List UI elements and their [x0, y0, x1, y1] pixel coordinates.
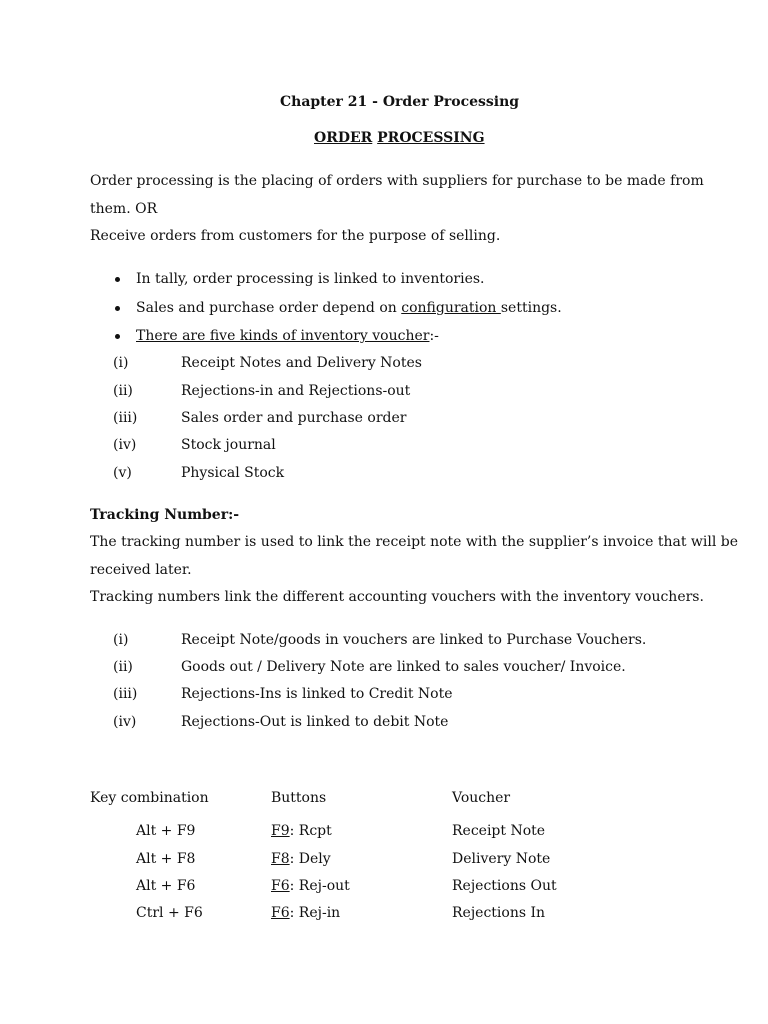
button-label: : Rcpt: [289, 823, 332, 839]
voucher-cell: Rejections Out: [452, 878, 557, 894]
button-label: : Dely: [289, 851, 331, 867]
tracking-line-3: Tracking numbers link the different accounting vouchers with the inventory vouchers.: [90, 589, 704, 605]
bullet-item-2-post: settings.: [500, 300, 562, 316]
list-item: Goods out / Delivery Note are linked to sales voucher/ Invoice.: [181, 659, 626, 675]
list-item: Stock journal: [181, 437, 276, 453]
button-cell: [271, 878, 350, 894]
bullet-item-3: [136, 328, 439, 344]
voucher-cell: Rejections In: [452, 905, 546, 921]
list-item-number: (i): [113, 632, 129, 648]
table-header-voucher: Voucher: [452, 790, 511, 806]
bullet-icon: [115, 277, 120, 282]
key-combination-cell: Alt + F8: [136, 851, 196, 867]
button-cell: [271, 851, 331, 867]
voucher-cell: Receipt Note: [452, 823, 546, 839]
list-item-number: (ii): [113, 659, 133, 675]
button-label: : Rej-in: [289, 905, 341, 921]
button-label: : Rej-out: [289, 878, 350, 894]
chapter-title: Chapter 21 - Order Processing: [280, 94, 520, 110]
table-header-buttons: Buttons: [271, 790, 327, 806]
key-combination-cell: Alt + F9: [136, 823, 196, 839]
list-item: Sales order and purchase order: [181, 410, 407, 426]
list-item: Physical Stock: [181, 465, 285, 481]
intro-line-3: Receive orders from customers for the purpose of selling.: [90, 228, 501, 244]
list-item-number: (iv): [113, 437, 137, 453]
tracking-line-1: The tracking number is used to link the receipt note with the supplier’s invoice that will be: [90, 534, 739, 550]
bullet-icon: [115, 306, 120, 311]
button-key: F8: [271, 851, 290, 867]
list-item: Rejections-Ins is linked to Credit Note: [181, 686, 453, 702]
list-item: Receipt Note/goods in vouchers are linked to Purchase Vouchers.: [181, 632, 647, 648]
key-combination-cell: Alt + F6: [136, 878, 196, 894]
key-combination-cell: Ctrl + F6: [136, 905, 203, 921]
configuration-link: configuration: [401, 300, 501, 316]
bullet-item-3-post: :-: [429, 328, 439, 344]
section-heading-word2: PROCESSING: [377, 130, 485, 146]
list-item: Rejections-Out is linked to debit Note: [181, 714, 449, 730]
section-heading-word1: ORDER: [314, 130, 373, 146]
intro-line-2: them. OR: [90, 201, 158, 217]
intro-line-1: Order processing is the placing of orders with suppliers for purchase to be made from: [90, 173, 704, 189]
bullet-item-2: [136, 300, 562, 316]
bullet-item-3-underlined: There are five kinds of inventory voucher: [136, 328, 430, 344]
list-item-number: (ii): [113, 383, 133, 399]
list-item-number: (v): [113, 465, 132, 481]
button-cell: [271, 823, 332, 839]
button-key: F6: [271, 878, 290, 894]
list-item: Rejections-in and Rejections-out: [181, 383, 411, 399]
bullet-item-1: In tally, order processing is linked to inventories.: [136, 271, 485, 287]
list-item-number: (iii): [113, 686, 138, 702]
button-key: F9: [271, 823, 290, 839]
bullet-icon: [115, 334, 120, 339]
tracking-line-2: received later.: [90, 562, 192, 578]
list-item-number: (iv): [113, 714, 137, 730]
tracking-heading: Tracking Number:-: [90, 507, 240, 523]
button-cell: [271, 905, 340, 921]
list-item-number: (i): [113, 355, 129, 371]
list-item: Receipt Notes and Delivery Notes: [181, 355, 422, 371]
table-header-key: Key combination: [90, 790, 209, 806]
section-heading: [314, 130, 485, 146]
bullet-item-2-pre: Sales and purchase order depend on: [136, 300, 402, 316]
button-key: F6: [271, 905, 290, 921]
list-item-number: (iii): [113, 410, 138, 426]
voucher-cell: Delivery Note: [452, 851, 551, 867]
